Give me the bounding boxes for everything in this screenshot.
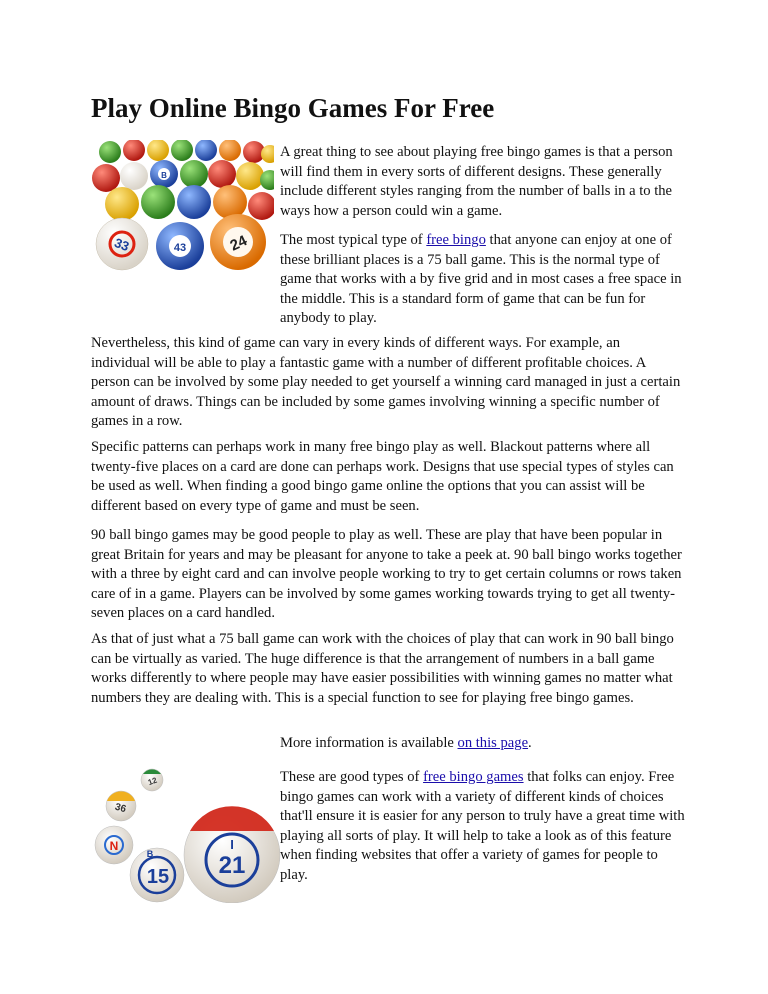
free-bingo-games-link[interactable]: free bingo games <box>423 769 524 785</box>
ball-letter-b: B <box>146 849 154 859</box>
ball-15 <box>130 848 184 902</box>
bingo-balls-image-bottom <box>92 765 282 903</box>
paragraph-text: that folks can enjoy. Free bingo games can work with a variety of different kinds of choices that'll ensure it is easier for any person to truly have a great time with playing all sorts of play. It will help to take a look as of this feature when finding websites that offer a variety of games for people to play. <box>280 769 685 883</box>
paragraph-patterns: Specific patterns can perhaps work in many free bingo play as well. Blackout patterns where all twenty-five places on a card are done can perhaps work. Designs that use special types of styles can be used as well. When finding a good bingo game online the options that you can assist will be different based on every type of game and must be seen. <box>91 439 674 514</box>
ball-number-33: 33 <box>112 234 132 254</box>
paragraph-text: . <box>528 735 532 751</box>
ball-number-12: 12 <box>146 775 159 788</box>
paragraph-text: that anyone can enjoy at one of these brilliant places is a 75 ball game. This is the normal type of game that works with a by five grid and in most cases a free space in the middle. This is a standard form of game that can be fun for anybody to play. <box>280 232 682 326</box>
ball-12 <box>141 769 163 791</box>
ball-letter-i: I <box>230 837 234 852</box>
ball-number-15: 15 <box>146 866 170 888</box>
ball-21 <box>184 806 280 903</box>
free-bingo-link[interactable]: free bingo <box>426 232 486 248</box>
page-title: Play Online Bingo Games For Free <box>91 93 495 123</box>
paragraph-text: The most typical type of <box>280 232 427 248</box>
paragraph-75-ball <box>280 231 685 329</box>
paragraph-90-ball: 90 ball bingo games may be good people to play as well. These are play that have been popular in great Britain for years and may be pleasant for anyone to take a peek at. 90 ball bingo works together with a three by eight card and can involve people working to try to get certain columns or rows taken care of in a game. Players can be involved by some games working towards trying to get all twenty-seven places on a card handled. <box>91 527 682 621</box>
paragraph-comparison: As that of just what a 75 ball game can work with the choices of play that can work in 90 ball bingo can be virtually as varied. The huge difference is that the arrangement of numbers in a ball game works differently to where people may have easier possibilities with winning games no matter what numbers they are dealing with. This is a special function to see for playing free bingo games. <box>91 631 674 706</box>
ball-number-36: 36 <box>113 801 128 816</box>
bingo-balls-image-top <box>92 140 274 275</box>
paragraph-intro: A great thing to see about playing free bingo games is that a person will find them in every sorts of different designs. These generally include different styles ranging from the number of balls in a to the ways how a person could win a game. <box>280 144 673 219</box>
ball-number-24: 24 <box>227 232 250 255</box>
ball-letter-n: N <box>109 839 119 853</box>
paragraph-text: More information is available <box>280 735 458 751</box>
ball-number-43: 43 <box>173 242 187 254</box>
paragraph-variations: Nevertheless, this kind of game can vary in every kinds of different ways. For example, an individual will be able to play a fantastic game with a number of different profitable choices. A person can be involved by some play needed to get yourself a winning card managed in just a certain amount of draws. Things can be included by some games involving winning a specific number of games in a row. <box>91 335 681 429</box>
ball-letter-b: B <box>161 171 167 180</box>
paragraph-text: These are good types of <box>280 769 424 785</box>
paragraph-more-info <box>280 734 685 754</box>
ball-number-21: 21 <box>218 852 246 879</box>
ball-36 <box>106 791 136 821</box>
paragraph-good-types <box>280 768 685 885</box>
ball-n <box>95 826 133 864</box>
on-this-page-link[interactable]: on this page <box>457 735 529 751</box>
ball-row-back <box>99 140 274 163</box>
ball-row-middle <box>92 160 274 221</box>
